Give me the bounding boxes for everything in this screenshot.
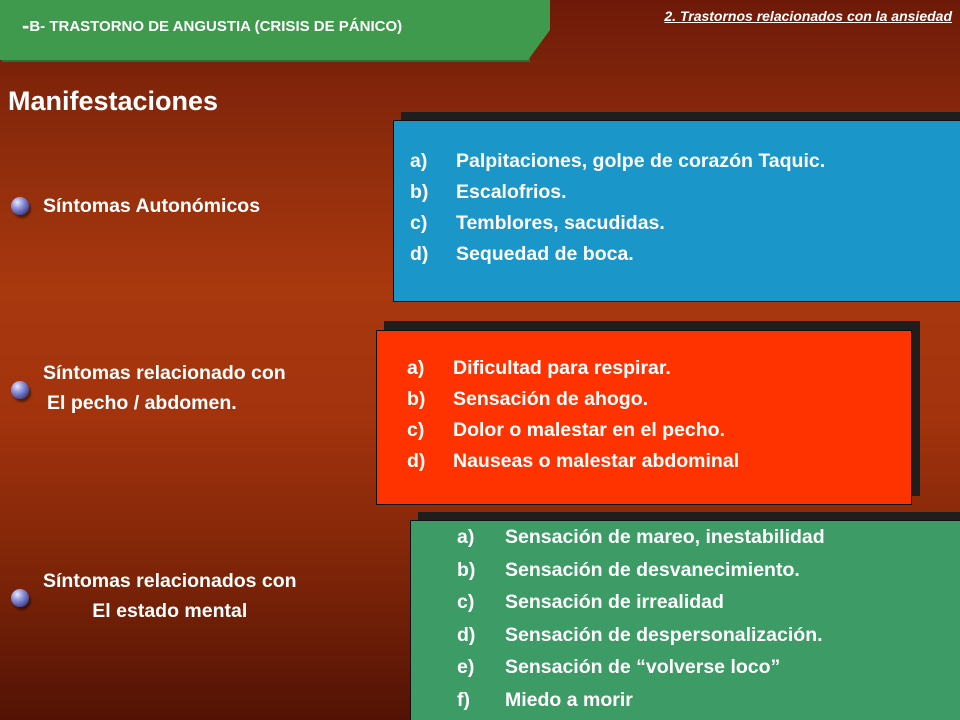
list-marker: a) (407, 357, 425, 379)
list-marker: b) (410, 181, 429, 203)
group-label-autonomic (43, 191, 260, 221)
bullet-icon (11, 589, 29, 607)
list-item (457, 651, 825, 684)
title-tab (0, 0, 528, 60)
symptom-list (410, 146, 825, 270)
list-item (410, 239, 825, 270)
list-item (457, 619, 825, 652)
list-text: Escalofrios. (456, 181, 567, 203)
group-label-chest (43, 358, 286, 418)
bullet-icon (11, 197, 29, 215)
section-tag: 2. Trastornos relacionados con la ansiedad (664, 8, 952, 24)
list-marker: e) (457, 656, 475, 678)
list-marker: c) (410, 212, 428, 234)
group-label-line: Síntomas relacionado con (43, 362, 286, 384)
list-marker: b) (457, 558, 476, 581)
slide-title (22, 13, 402, 39)
list-marker: a) (457, 526, 475, 548)
list-text: Sensación de ahogo. (453, 388, 649, 410)
list-item (457, 521, 825, 554)
list-text: Sensación de despersonalización. (505, 623, 823, 646)
group-label-line: El pecho / abdomen. (47, 392, 237, 414)
list-text: Palpitaciones, golpe de corazón Taquic. (456, 150, 826, 172)
group-label-line: Síntomas Autonómicos (43, 195, 261, 217)
group-label-line: El estado mental (92, 600, 248, 622)
list-item (410, 146, 825, 177)
title-dash: - (22, 13, 30, 38)
symptom-list (407, 353, 739, 477)
list-marker: b) (407, 388, 426, 410)
list-text: Dolor o malestar en el pecho. (453, 419, 725, 441)
list-marker: f) (457, 688, 470, 711)
list-item (407, 384, 739, 415)
group-label-mental (43, 566, 297, 626)
list-text: Nauseas o malestar abdominal (453, 450, 740, 472)
page-heading: Manifestaciones (8, 86, 219, 116)
list-text: Dificultad para respirar. (453, 357, 671, 379)
list-item (410, 208, 825, 239)
list-item (407, 353, 739, 384)
symptom-box-autonomic (393, 120, 960, 302)
symptom-list (457, 521, 825, 716)
title-label: B- TRASTORNO DE ANGUSTIA (CRISIS DE PÁNICO) (29, 18, 403, 35)
list-marker: d) (457, 623, 476, 646)
list-item (457, 554, 825, 587)
list-text: Sequedad de boca. (456, 243, 634, 265)
symptom-box-chest (376, 330, 912, 505)
group-label-line: Síntomas relacionados con (43, 570, 297, 592)
symptom-box-mental (410, 520, 960, 720)
list-marker: d) (407, 450, 426, 472)
list-marker: a) (410, 150, 428, 172)
list-item (457, 586, 825, 619)
list-text: Sensación de mareo, inestabilidad (505, 526, 825, 548)
list-text: Sensación de irrealidad (505, 591, 724, 613)
list-text: Sensación de “volverse loco” (505, 656, 781, 678)
list-item (407, 446, 739, 477)
list-text: Miedo a morir (505, 688, 633, 711)
list-item (457, 684, 825, 717)
list-text: Temblores, sacudidas. (456, 212, 665, 234)
list-marker: d) (410, 243, 429, 265)
list-marker: c) (407, 419, 425, 441)
list-text: Sensación de desvanecimiento. (505, 558, 800, 581)
list-marker: c) (457, 591, 475, 613)
list-item (407, 415, 739, 446)
list-item (410, 177, 825, 208)
